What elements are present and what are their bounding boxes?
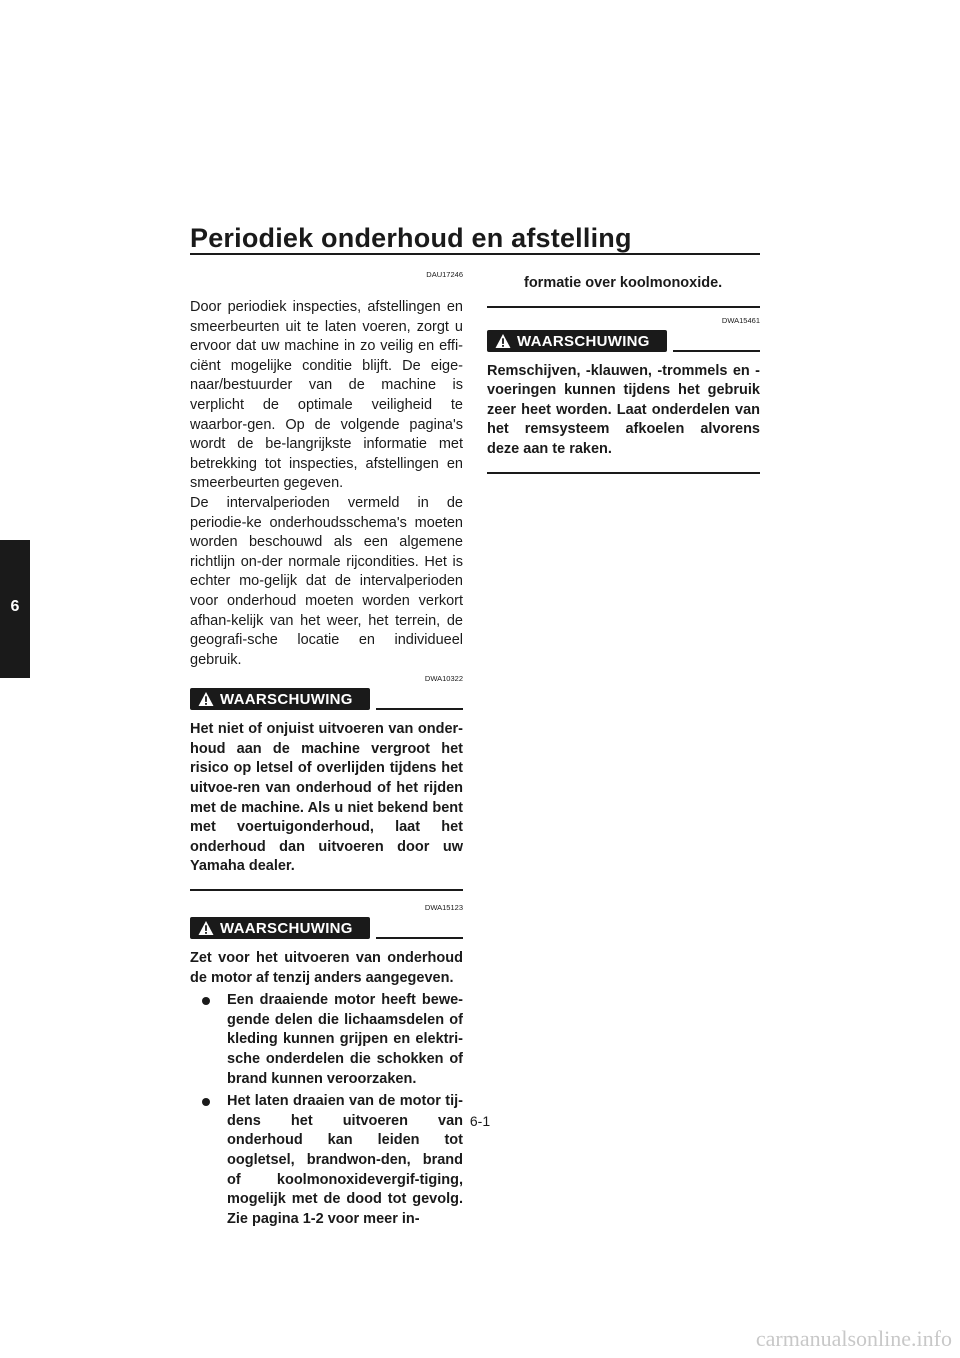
warning-triangle-icon	[198, 691, 214, 707]
warning-header	[190, 915, 463, 943]
warning-triangle-icon	[198, 920, 214, 936]
warning-badge	[190, 688, 370, 710]
warning-badge	[487, 330, 667, 352]
bullet-icon	[202, 1098, 210, 1106]
warning-end-rule	[190, 889, 463, 891]
warning-code: DWA15123	[424, 903, 463, 913]
bullet-icon	[202, 997, 210, 1005]
warning-label: WAARSCHUWING	[220, 691, 353, 709]
page-number: 6-1	[469, 1113, 491, 1129]
list-item-text: Het laten draaien van de motor tij-dens het uitvoeren van onderhoud kan leiden tot oogletsel, brandwon-den, brand of koolmonoxidevergif-tiging, mogelijk met de dood tot gevolg. Zie pagina 1-2 voor meer in-	[227, 1093, 463, 1227]
warning-code: DWA15461	[721, 315, 760, 325]
title-rule	[190, 253, 760, 255]
list-item-text: Een draaiende motor heeft bewe-gende delen die lichaamsdelen of kleding kunnen grijpen en elektri-sche onderdelen die schokken of brand kunnen veroorzaken.	[227, 992, 463, 1087]
watermark: carmanualsonline.info	[755, 1326, 952, 1351]
warning-header	[190, 686, 463, 714]
warning-rule	[376, 937, 463, 939]
warning-rule	[673, 350, 760, 352]
warning-code: DWA10322	[424, 674, 463, 684]
warning-end-rule	[487, 306, 760, 308]
right-column	[487, 270, 760, 474]
warning-triangle-icon	[495, 333, 511, 349]
intro-paragraph: Door periodiek inspecties, afstellingen en smeerbeurten uit te laten voeren, zorgt u ervoor dat uw machine in zo veilig en effi-ciënt mogelijke conditie blijft. De eige-naar/bestuurder van de machine is verplicht de optimale veiligheid te waarbor-gen. Op de volgende pagina's wordt de be-langrijkste informatie met betrekking tot inspecties, afstellingen en smeerbeurten gegeven.	[190, 299, 463, 492]
left-column	[190, 270, 463, 1229]
warning-end-rule	[487, 472, 760, 474]
warning-text: Het niet of onjuist uitvoeren van onder-houd aan de machine vergroot het risico op letsel of overlijden tijdens het uitvoe-ren van onderhoud of het rijden met de machine. Als u niet bekend bent met voertuigonderhoud, laat het onderhoud dan uitvoeren door uw Yamaha dealer.	[190, 721, 463, 875]
chapter-tab-number: 6	[10, 598, 20, 615]
warning-text: Remschijven, -klauwen, -trommels en -voeringen kunnen tijdens het gebruik zeer heet worden. Laat onderdelen van het remsysteem afkoelen alvorens deze aan te raken.	[487, 362, 760, 457]
warning-header	[487, 328, 760, 356]
warning-text: Zet voor het uitvoeren van onderhoud de motor af tenzij anders aangegeven.	[190, 950, 463, 986]
section-code: DAU17246	[426, 270, 463, 279]
warning-label: WAARSCHUWING	[220, 920, 353, 938]
page-title: Periodiek onderhoud en afstelling	[190, 223, 632, 253]
warning-badge	[190, 917, 370, 939]
warning-label: WAARSCHUWING	[517, 332, 650, 350]
interval-paragraph: De intervalperioden vermeld in de periodie-ke onderhoudsschema's moeten worden beschouwd als een algemene richtlijn on-der normale rijcondities. Het is echter mo-gelijk dat de intervalperioden voor onderhoud moeten worden verkort afhan-kelijk van het weer, het terrein, de geografi-sche locatie en individueel gebruik.	[190, 494, 463, 668]
warning-rule	[376, 708, 463, 710]
bullet-continuation: formatie over koolmonoxide.	[524, 275, 723, 291]
list-item	[190, 991, 463, 1089]
